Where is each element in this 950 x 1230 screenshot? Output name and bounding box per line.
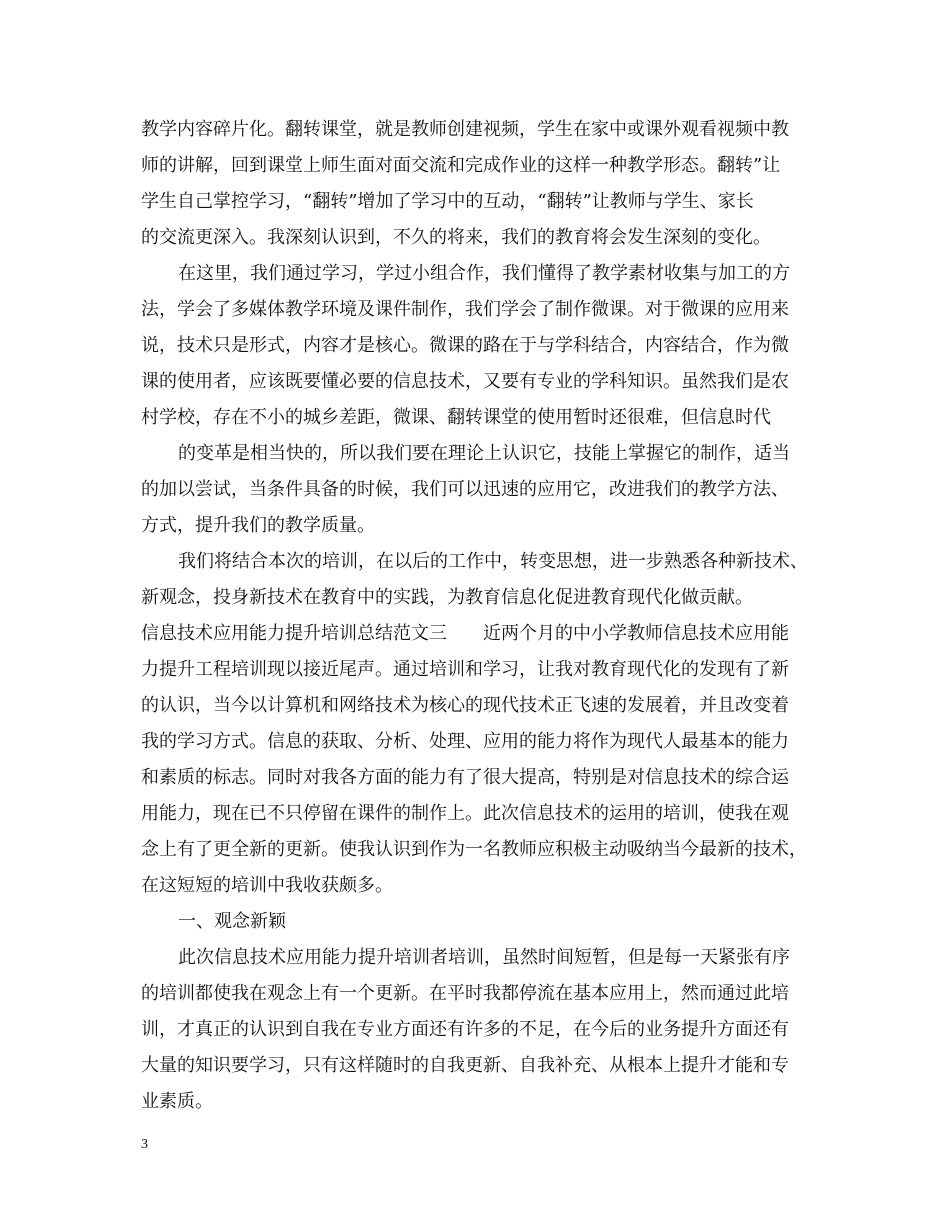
text-line: 的交流更深入。我深刻认识到，不久的将来，我们的教育将会发生深刻的变化。 xyxy=(141,227,771,248)
text-line: 在这里，我们通过学习，学过小组合作，我们懂得了教学素材收集与加工的方 xyxy=(178,263,790,284)
text-line: 方式，提升我们的教学质量。 xyxy=(141,515,375,536)
text-line: 我的学习方式。信息的获取、分析、处理、应用的能力将作为现代人最基本的能力 xyxy=(141,731,789,752)
text-line: 村学校，存在不小的城乡差距，微课、翻转课堂的使用暂时还很难，但信息时代 xyxy=(141,407,771,428)
text-line: 说，技术只是形式，内容才是核心。微课的路在于与学科结合，内容结合，作为微 xyxy=(141,335,789,356)
text-line: 大量的知识要学习，只有这样随时的自我更新、自我补充、从根本上提升才能和专 xyxy=(141,1055,789,1076)
text-line: 的变革是相当快的，所以我们要在理论上认识它，技能上掌握它的制作，适当 xyxy=(178,443,790,464)
text-line: 我们将结合本次的培训，在以后的工作中，转变思想，进一步熟悉各种新技术、 xyxy=(178,551,808,572)
text-line: 新观念，投身新技术在教育中的实践，为教育信息化促进教育现代化做贡献。 xyxy=(141,587,753,608)
text-line: 此次信息技术应用能力提升培训者培训，虽然时间短暂，但是每一天紧张有序 xyxy=(178,947,790,968)
section-title-line: 信息技术应用能力提升培训总结范文三 近两个月的中小学教师信息技术应用能 xyxy=(141,623,789,644)
text-line: 的培训都使我在观念上有一个更新。在平时我都停流在基本应用上，然而通过此培 xyxy=(141,983,789,1004)
text-line: 法，学会了多媒体教学环境及课件制作，我们学会了制作微课。对于微课的应用来 xyxy=(141,299,789,320)
text-line: 训，才真正的认识到自我在专业方面还有许多的不足，在今后的业务提升方面还有 xyxy=(141,1019,789,1040)
text-line: 师的讲解，回到课堂上师生面对面交流和完成作业的这样一种教学形态。翻转”让 xyxy=(141,155,781,176)
text-line: 教学内容碎片化。翻转课堂，就是教师创建视频，学生在家中或课外观看视频中教 xyxy=(141,119,789,140)
text-line: 的加以尝试，当条件具备的时候，我们可以迅速的应用它，改进我们的教学方法、 xyxy=(141,479,789,500)
text-line: 学生自己掌控学习，“翻转”增加了学习中的互动，“翻转”让教师与学生、家长 xyxy=(141,191,754,212)
text-line: 力提升工程培训现以接近尾声。通过培训和学习，让我对教育现代化的发现有了新 xyxy=(141,659,789,680)
text-line: 业素质。 xyxy=(141,1091,213,1112)
text-line: 和素质的标志。同时对我各方面的能力有了很大提高，特别是对信息技术的综合运 xyxy=(141,767,789,788)
subheading: 一、观念新颖 xyxy=(178,911,286,932)
text-line: 在这短短的培训中我收获颇多。 xyxy=(141,875,393,896)
text-line: 念上有了更全新的更新。使我认识到作为一名教师应积极主动吸纳当今最新的技术， xyxy=(141,839,807,860)
page-number: 3 xyxy=(141,1137,148,1152)
text-line: 用能力，现在已不只停留在课件的制作上。此次信息技术的运用的培训，使我在观 xyxy=(141,803,789,824)
text-line: 的认识，当今以计算机和网络技术为核心的现代技术正飞速的发展着，并且改变着 xyxy=(141,695,789,716)
text-line: 课的使用者，应该既要懂必要的信息技术，又要有专业的学科知识。虽然我们是农 xyxy=(141,371,789,392)
